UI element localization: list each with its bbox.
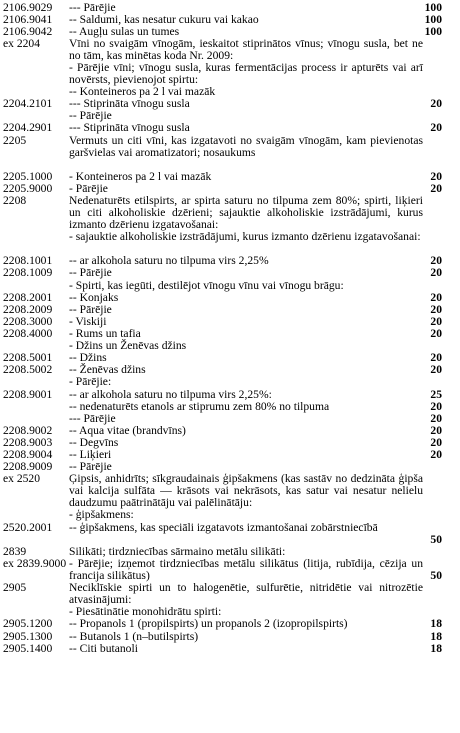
- duty-rate: 20: [430, 400, 442, 413]
- goods-description: -- Konjaks: [69, 291, 119, 304]
- goods-description: - Viskiji: [69, 315, 107, 328]
- goods-description: - Piesātinātie monohidrātu spirti:: [69, 605, 222, 618]
- goods-description: - Džins un Ženēvas džins: [69, 339, 187, 352]
- goods-description: Nedenaturēts etilspirts, ar spirta saturu no tilpuma zem 80%; spirti, liķieri un citi alkoholiskie dzērieni; sajauktie alkoholiskie izstrādājumi, kurus izmanto dzērienu izgatavošanai:: [69, 194, 423, 232]
- goods-description: -- Liķieri: [69, 448, 112, 461]
- duty-rate: 100: [424, 13, 442, 26]
- goods-description: Vīni no svaigām vīnogām, ieskaitot stiprinātos vīnus; vīnogu susla, bet ne no tām, kas minētas koda Nr. 2009:: [69, 37, 423, 63]
- tariff-code: 2905.1400: [3, 642, 53, 655]
- duty-rate: 25: [430, 388, 442, 401]
- goods-description: Silikāti; tirdzniecības sārmaino metālu silikāti:: [69, 545, 286, 558]
- tariff-code: 2208.2001: [3, 291, 53, 304]
- goods-description: -- nedenaturēts etanols ar stiprumu zem 80% no tilpuma: [69, 400, 330, 413]
- tariff-code: 2106.9042: [3, 25, 53, 38]
- tariff-code: 2208.1009: [3, 266, 53, 279]
- tariff-code: 2905.1200: [3, 617, 53, 630]
- goods-description: -- ģipšakmens, kas speciāli izgatavots izmantošanai zobārstniecībā: [69, 521, 378, 534]
- duty-rate: 20: [430, 424, 442, 437]
- goods-description: -- ar alkohola saturu no tilpuma virs 2,25%: [69, 254, 269, 267]
- duty-rate: 100: [424, 1, 442, 14]
- tariff-code: 2204.2101: [3, 97, 53, 110]
- tariff-code: 2208.3000: [3, 315, 53, 328]
- tariff-code: 2520.2001: [3, 521, 53, 534]
- goods-description: -- Aqua vitae (brandvīns): [69, 424, 186, 437]
- duty-rate: 50: [430, 533, 442, 547]
- duty-rate: 20: [430, 182, 442, 195]
- goods-description: -- Saldumi, kas nesatur cukuru vai kakao: [69, 13, 259, 26]
- duty-rate: 20: [430, 170, 442, 183]
- goods-description: -- Ženēvas džins: [69, 363, 146, 376]
- tariff-code: 2208.2009: [3, 303, 53, 316]
- goods-description: -- Degvīns: [69, 436, 119, 449]
- duty-rate: 20: [430, 363, 442, 376]
- duty-rate: 20: [430, 303, 442, 316]
- goods-description: --- Stiprināta vīnogu susla: [69, 97, 190, 110]
- tariff-code: 2208: [3, 194, 27, 207]
- goods-description: --- Pārējie: [69, 1, 116, 14]
- goods-description: -- Džins: [69, 351, 107, 364]
- goods-description: - sajauktie alkoholiskie izstrādājumi, kurus izmanto dzērienu izgatavošanai:: [69, 230, 421, 243]
- duty-rate: 20: [430, 97, 442, 110]
- goods-description: -- Konteineros pa 2 l vai mazāk: [69, 85, 216, 98]
- tariff-code: 2106.9041: [3, 13, 53, 26]
- tariff-code: ex 2839.9000: [3, 557, 67, 570]
- goods-description: Ģipsis, anhidrīts; sīkgraudainais ģipšakmens (kas sastāv no dedzināta ģipša vai kalcija sulfāta — krāsots vai nekrāsots, kas satur vai nesatur nelielu daudzumu paātrinātāju vai palēlinātāju:: [69, 472, 423, 510]
- duty-rate: 20: [430, 291, 442, 304]
- goods-description: - Rums un tafia: [69, 327, 141, 340]
- goods-description: - Pārējie; izņemot tirdzniecības metālu silikātus (litija, rubīdija, cēzija un francija silikātus): [69, 557, 423, 583]
- tariff-code: 2905: [3, 581, 27, 594]
- tariff-code: 2905.1300: [3, 630, 53, 643]
- tariff-code: 2208.5002: [3, 363, 53, 376]
- tariff-code: 2208.9009: [3, 460, 53, 473]
- duty-rate: 20: [430, 315, 442, 328]
- duty-rate: 20: [430, 266, 442, 279]
- tariff-code: 2839: [3, 545, 27, 558]
- duty-rate: 20: [430, 351, 442, 364]
- duty-rate: 100: [424, 25, 442, 38]
- duty-rate: 18: [430, 630, 442, 643]
- goods-description: -- Pārējie: [69, 460, 112, 473]
- duty-rate: 20: [430, 254, 442, 267]
- goods-description: - Spirti, kas iegūti, destilējot vīnogu vīnu vai vīnogu brāgu:: [69, 279, 344, 292]
- goods-description: - Konteineros pa 2 l vai mazāk: [69, 170, 212, 183]
- goods-description: -- Citi butanoli: [69, 642, 138, 655]
- tariff-code: 2204.2901: [3, 121, 53, 134]
- tariff-code: 2208.1001: [3, 254, 53, 267]
- duty-rate: 50: [430, 569, 442, 583]
- duty-rate: 20: [430, 436, 442, 449]
- tariff-code: ex 2520: [3, 472, 41, 485]
- goods-description: Neciklīskie spirti un to halogenētie, sulfurētie, nitridētie vai nitrozētie atvasinājumi:: [69, 581, 423, 607]
- goods-description: -- Butanols 1 (n–butilspirts): [69, 630, 199, 643]
- goods-description: -- Augļu sulas un tumes: [69, 25, 180, 38]
- goods-description: - Pārējie:: [69, 375, 112, 388]
- tariff-code: 2208.9001: [3, 388, 53, 401]
- goods-description: - Pārējie: [69, 182, 108, 195]
- tariff-code: ex 2204: [3, 37, 41, 50]
- duty-rate: 20: [430, 412, 442, 425]
- tariff-code: 2205: [3, 134, 27, 147]
- goods-description: -- Pārējie: [69, 266, 112, 279]
- goods-description: Vermuts un citi vīni, kas izgatavoti no svaigām vīnogām, kam pievienotas garšvielas vai aromatizatori; nosaukums: [69, 134, 423, 160]
- duty-rate: 20: [430, 327, 442, 340]
- duty-rate: 20: [430, 448, 442, 461]
- tariff-code: 2208.5001: [3, 351, 53, 364]
- goods-description: --- Stiprināta vīnogu susla: [69, 121, 190, 134]
- goods-description: -- Pārējie: [69, 109, 112, 122]
- tariff-code: 2208.9002: [3, 424, 53, 437]
- tariff-code: 2208.9004: [3, 448, 53, 461]
- tariff-code: 2106.9029: [3, 1, 53, 14]
- tariff-code: 2205.9000: [3, 182, 53, 195]
- duty-rate: 18: [430, 642, 442, 655]
- tariff-code: 2208.4000: [3, 327, 53, 340]
- goods-description: -- Pārējie: [69, 303, 112, 316]
- tariff-code: 2208.9003: [3, 436, 53, 449]
- goods-description: --- Pārējie: [69, 412, 116, 425]
- goods-description: -- ar alkohola saturu no tilpuma virs 2,25%:: [69, 388, 272, 401]
- duty-rate: 20: [430, 121, 442, 134]
- goods-description: -- Propanols 1 (propilspirts) un propanols 2 (izopropilspirts): [69, 617, 348, 630]
- duty-rate: 18: [430, 617, 442, 630]
- tariff-code: 2205.1000: [3, 170, 53, 183]
- goods-description: - ģipšakmens:: [69, 508, 134, 521]
- goods-description: - Pārējie vīni; vīnogu susla, kuras fermentācijas process ir apturēts vai arī novērsts, pievienojot spirtu:: [69, 61, 423, 87]
